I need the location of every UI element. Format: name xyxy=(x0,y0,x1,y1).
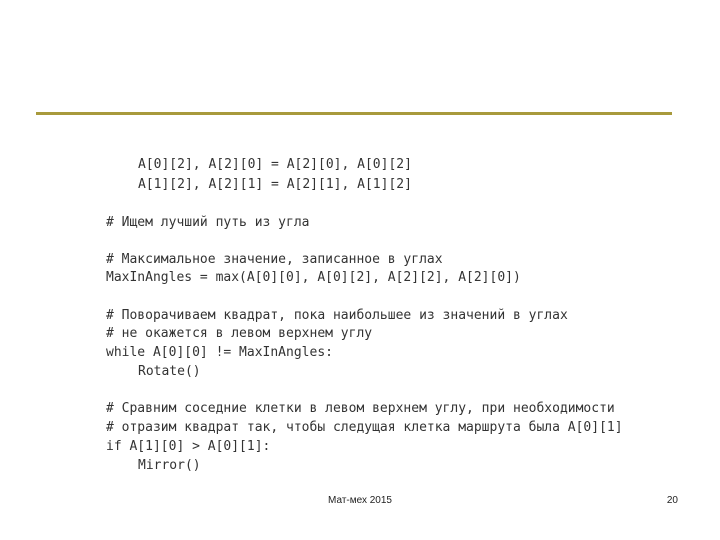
code-line: Mirror() xyxy=(138,458,201,473)
code-line: Rotate() xyxy=(138,364,201,379)
code-comment: # Поворачиваем квадрат, пока наибольшее из значений в углах xyxy=(106,308,568,323)
code-line: MaxInAngles = max(A[0][0], A[0][2], A[2][2], A[2][0]) xyxy=(106,270,521,285)
code-line: while A[0][0] != MaxInAngles: xyxy=(106,345,333,360)
title-divider xyxy=(36,112,672,115)
page-number: 20 xyxy=(666,495,678,506)
code-line: A[0][2], A[2][0] = A[2][0], A[0][2] xyxy=(138,157,412,172)
footer-caption: Мат-мех 2015 xyxy=(328,495,392,506)
code-line: if A[1][0] > A[0][1]: xyxy=(106,439,271,454)
code-comment: # Сравним соседние клетки в левом верхнем углу, при необходимости xyxy=(106,401,615,416)
code-comment: # Максимальное значение, записанное в углах xyxy=(106,252,443,267)
code-line: A[1][2], A[2][1] = A[2][1], A[1][2] xyxy=(138,177,412,192)
code-comment: # отразим квадрат так, чтобы следущая клетка маршрута была A[0][1] xyxy=(106,420,623,435)
code-comment: # Ищем лучший путь из угла xyxy=(106,215,310,230)
code-comment: # не окажется в левом верхнем углу xyxy=(106,326,373,341)
